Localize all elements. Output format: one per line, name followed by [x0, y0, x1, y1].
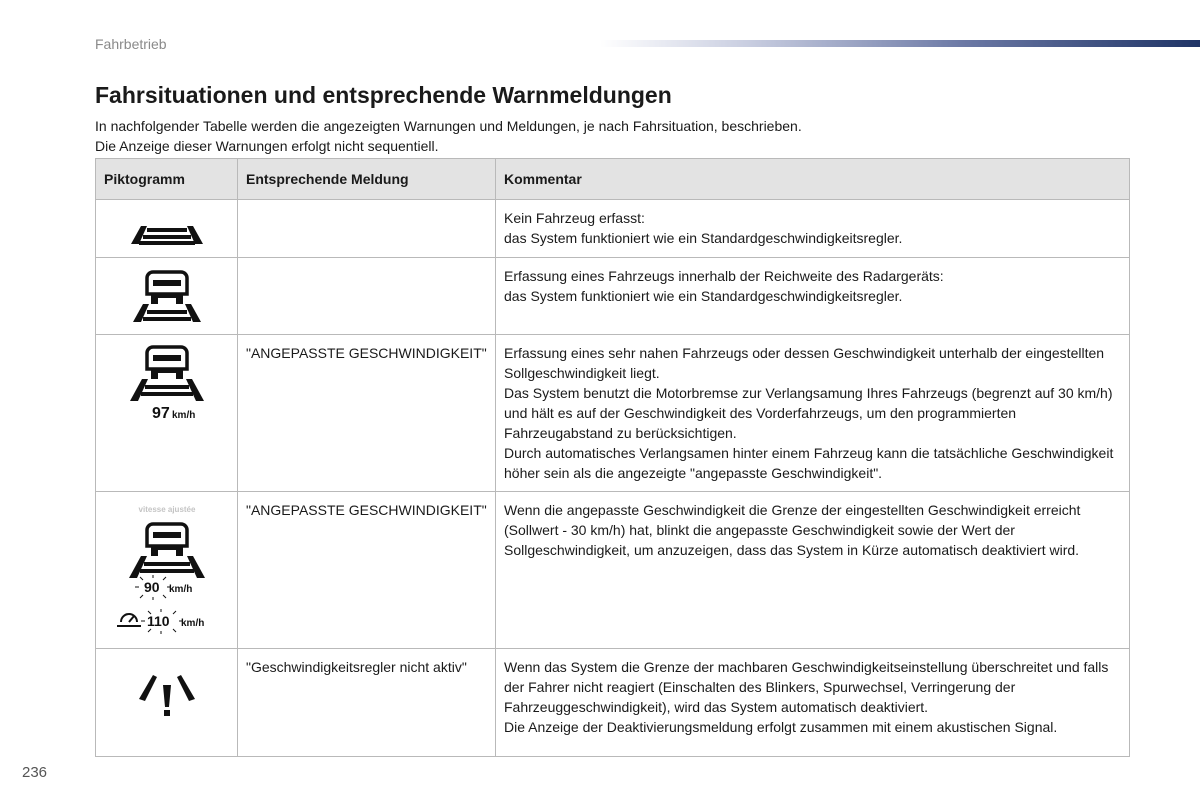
- header-kommentar: Kommentar: [496, 159, 1130, 200]
- adjusted-speed-unit: km/h: [168, 584, 192, 595]
- icon-caption: vitesse ajustée: [138, 505, 195, 514]
- comment-line: Erfassung eines sehr nahen Fahrzeugs oder dessen Geschwindigkeit unterhalb der eingestellten Sollgeschwindigkeit liegt.: [504, 345, 1105, 381]
- speed-limit-blink-icon: [107, 500, 227, 640]
- message-cell: "Geschwindigkeitsregler nicht aktiv": [238, 649, 496, 757]
- header-meldung: Entsprechende Meldung: [238, 159, 496, 200]
- speed-value: 97: [151, 405, 170, 422]
- comment-line: Wenn das System die Grenze der machbaren Geschwindigkeitseinstellung überschreitet und falls der Fahrer nicht reagiert (Einschalten des Blinkers, Spurwechsel, Verringerung der Fahrzeuggeschwindigkeit), wird das System automatisch deaktiviert.: [504, 659, 1109, 715]
- intro-text: [95, 116, 802, 156]
- table-row: [96, 258, 1130, 335]
- comment-line: Kein Fahrzeug erfasst:: [504, 210, 645, 226]
- page-title: Fahrsituationen und entsprechende Warnmeldungen: [95, 82, 672, 108]
- cruise-gauge-icon: [117, 614, 141, 626]
- vehicle-close-speed-icon: [112, 343, 222, 423]
- vehicle-detected-icon: [117, 266, 217, 326]
- table-row: [96, 335, 1130, 492]
- table-row: [96, 200, 1130, 258]
- message-cell: "ANGEPASSTE GESCHWINDIGKEIT": [238, 492, 496, 649]
- lane-lines-icon: [117, 208, 217, 248]
- intro-line: Die Anzeige dieser Warnungen erfolgt nicht sequentiell.: [95, 138, 439, 154]
- comment-line: das System funktioniert wie ein Standardgeschwindigkeitsregler.: [504, 230, 903, 246]
- page-number: 236: [22, 764, 48, 781]
- message-cell: "ANGEPASSTE GESCHWINDIGKEIT": [238, 335, 496, 492]
- section-label: Fahrbetrieb: [95, 36, 167, 52]
- table-row: [96, 492, 1130, 649]
- set-speed-value: 110: [146, 613, 170, 629]
- message-cell: [238, 200, 496, 258]
- comment-cell: [496, 335, 1130, 492]
- pictogram-cell: [96, 258, 238, 335]
- header-decoration-bar: [600, 40, 1200, 47]
- pictogram-cell: [96, 649, 238, 757]
- intro-line: In nachfolgender Tabelle werden die angezeigten Warnungen und Meldungen, je nach Fahrsituation, beschrieben.: [95, 118, 802, 134]
- comment-line: Durch automatisches Verlangsamen hinter einem Fahrzeug kann die tatsächliche Geschwindigkeit höher sein als die angezeigte "angepasste Geschwindigkeit".: [504, 445, 1114, 481]
- table-header-row: [96, 159, 1130, 200]
- table-row: [96, 649, 1130, 757]
- warning-table: [95, 158, 1130, 757]
- header-piktogramm: Piktogramm: [96, 159, 238, 200]
- comment-cell: [496, 200, 1130, 258]
- message-cell: [238, 258, 496, 335]
- set-speed-unit: km/h: [180, 618, 204, 629]
- warning-exclamation-icon: [117, 657, 217, 717]
- pictogram-cell: [96, 200, 238, 258]
- comment-cell: [496, 258, 1130, 335]
- adjusted-speed-value: 90: [143, 579, 160, 595]
- comment-cell: [496, 649, 1130, 757]
- speed-unit: km/h: [171, 410, 195, 421]
- pictogram-cell: [96, 492, 238, 649]
- comment-line: Das System benutzt die Motorbremse zur Verlangsamung Ihres Fahrzeugs (begrenzt auf 30 km/h) und hält es auf der Geschwindigkeit des Vorderfahrzeugs, um den programmierten Fahrzeugabstand zu berücksichtigen.: [504, 385, 1113, 441]
- comment-line: Erfassung eines Fahrzeugs innerhalb der Reichweite des Radargeräts:: [504, 268, 944, 284]
- comment-line: Wenn die angepasste Geschwindigkeit die Grenze der eingestellten Geschwindigkeit erreicht (Sollwert - 30 km/h) hat, blinkt die angepasste Geschwindigkeit sowie der Wert der Sollgeschwindigkeit, um anzuzeigen, dass das System in Kürze automatisch deaktiviert wird.: [504, 502, 1081, 558]
- pictogram-cell: [96, 335, 238, 492]
- comment-line: Die Anzeige der Deaktivierungsmeldung erfolgt zusammen mit einem akustischen Signal.: [504, 719, 1058, 735]
- comment-cell: [496, 492, 1130, 649]
- comment-line: das System funktioniert wie ein Standardgeschwindigkeitsregler.: [504, 288, 903, 304]
